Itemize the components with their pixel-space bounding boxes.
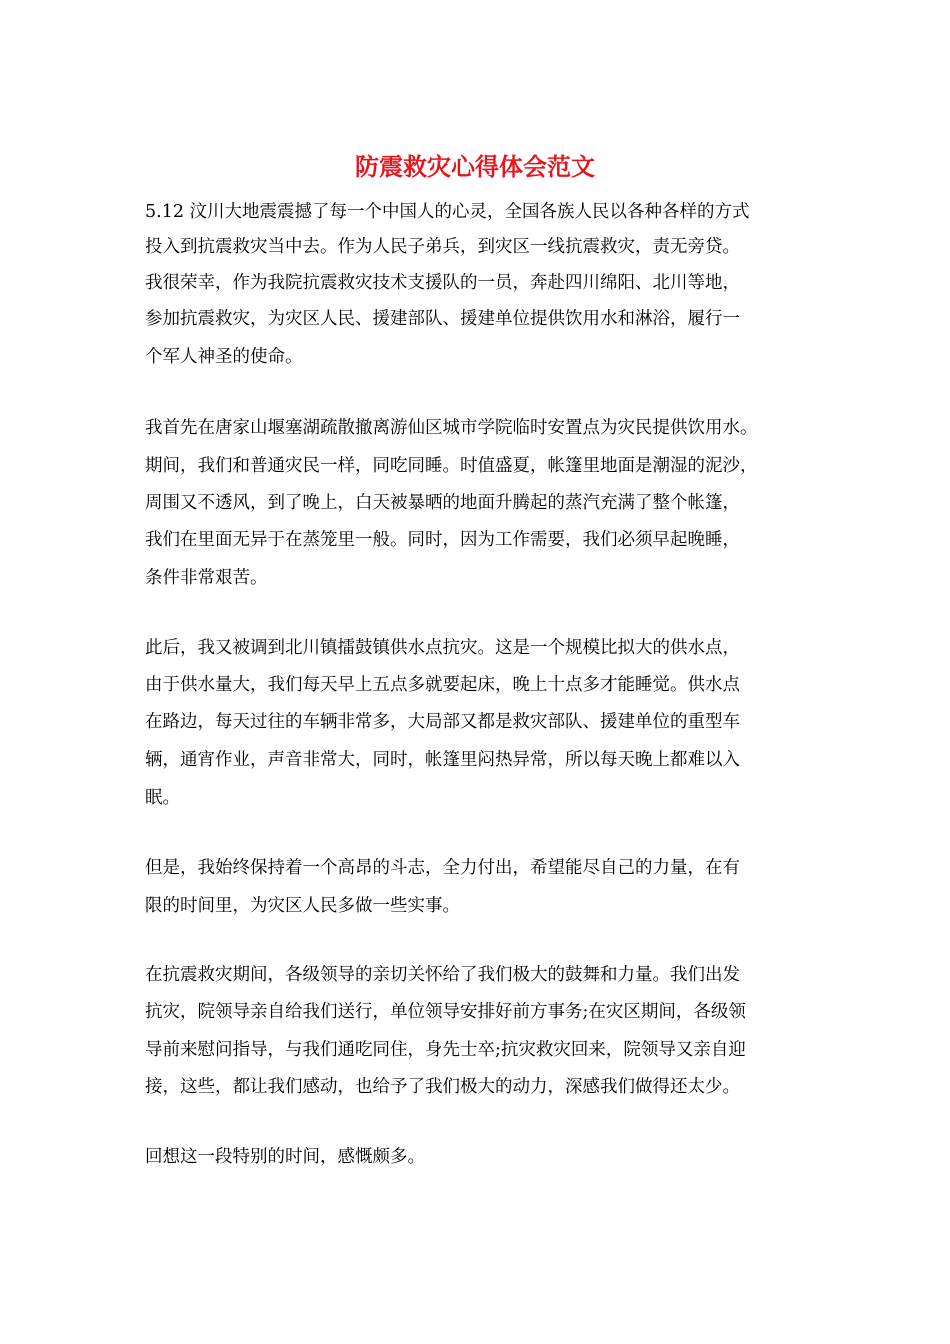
text-line: 我很荣幸，作为我院抗震救灾技术支援队的一员，奔赴四川绵阳、北川等地， — [145, 273, 740, 293]
text-line: 个军人神圣的使命。 — [145, 347, 303, 367]
text-line: 我首先在唐家山堰塞湖疏散撤离游仙区城市学院临时安置点为灾民提供饮用水。 — [145, 418, 758, 438]
text-line: 但是，我始终保持着一个高昂的斗志，全力付出，希望能尽自己的力量，在有 — [145, 858, 740, 878]
document-title: 防震救灾心得体会范文 — [355, 152, 595, 181]
text-line: 在抗震救灾期间，各级领导的亲切关怀给了我们极大的鼓舞和力量。我们出发 — [145, 965, 740, 985]
text-line: 接，这些，都让我们感动，也给予了我们极大的动力，深感我们做得还太少。 — [145, 1077, 740, 1097]
text-line: 眠。 — [145, 788, 180, 808]
text-line: 抗灾，院领导亲自给我们送行，单位领导安排好前方事务;在灾区期间，各级领 — [145, 1002, 746, 1022]
text-line: 由于供水量大，我们每天早上五点多就要起床，晚上十点多才能睡觉。供水点 — [145, 675, 740, 695]
text-line: 在路边，每天过往的车辆非常多，大局部又都是救灾部队、援建单位的重型车 — [145, 712, 740, 732]
text-line: 5.12 汶川大地震震撼了每一个中国人的心灵，全国各族人民以各种各样的方式 — [145, 202, 750, 222]
text-line: 周围又不透风，到了晚上，白天被暴晒的地面升腾起的蒸汽充满了整个帐篷， — [145, 493, 740, 513]
text-line: 参加抗震救灾，为灾区人民、援建部队、援建单位提供饮用水和淋浴，履行一 — [145, 309, 740, 329]
text-line: 此后，我又被调到北川镇擂鼓镇供水点抗灾。这是一个规模比拟大的供水点， — [145, 638, 740, 658]
text-line: 回想这一段特别的时间，感慨颇多。 — [145, 1147, 425, 1167]
text-line: 期间，我们和普通灾民一样，同吃同睡。时值盛夏，帐篷里地面是潮湿的泥沙， — [145, 456, 758, 476]
text-line: 辆，通宵作业，声音非常大，同时，帐篷里闷热异常，所以每天晚上都难以入 — [145, 750, 740, 770]
text-line: 限的时间里，为灾区人民多做一些实事。 — [145, 896, 460, 916]
text-line: 我们在里面无异于在蒸笼里一般。同时，因为工作需要，我们必须早起晚睡， — [145, 530, 740, 550]
text-line: 条件非常艰苦。 — [145, 568, 268, 588]
text-line: 导前来慰问指导，与我们通吃同住，身先士卒;抗灾救灾回来，院领导又亲自迎 — [145, 1040, 746, 1060]
text-line: 投入到抗震救灾当中去。作为人民子弟兵，到灾区一线抗震救灾，责无旁贷。 — [145, 237, 740, 257]
